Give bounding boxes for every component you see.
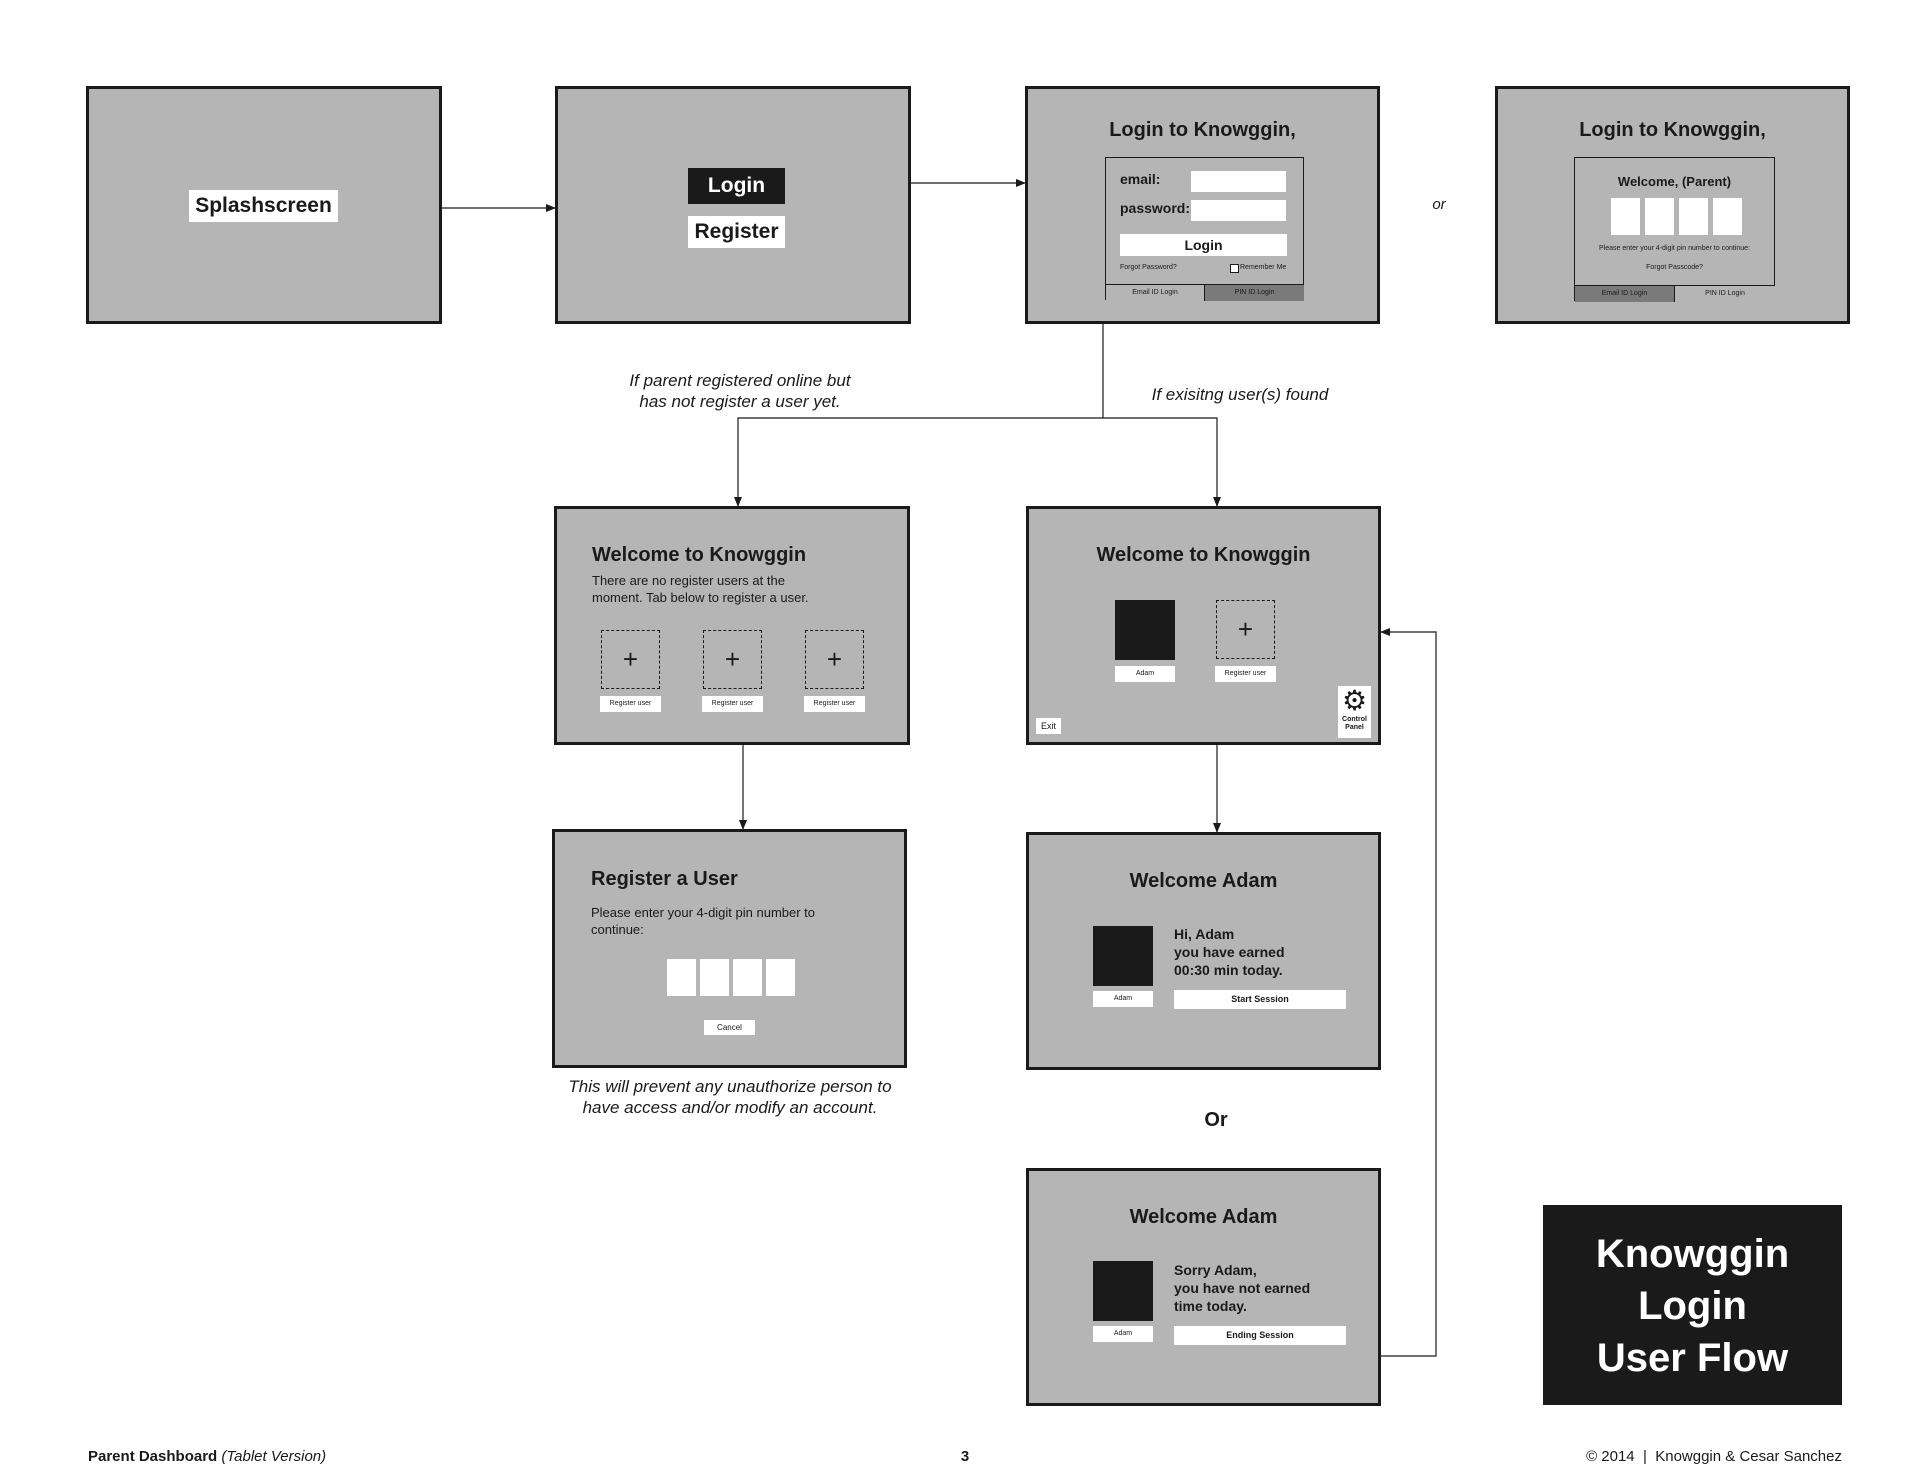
adam-none-line3: time today. xyxy=(1174,1298,1247,1314)
adam-none-line2: you have not earned xyxy=(1174,1280,1311,1296)
pin-login-screen xyxy=(1495,86,1850,324)
register-pin-digit-4[interactable] xyxy=(766,959,795,996)
adam-earned-line2: you have earned xyxy=(1174,944,1285,960)
arrow-ending-loop-back xyxy=(1378,632,1436,1356)
cancel-button[interactable]: Cancel xyxy=(704,1020,755,1035)
control-panel-label-2: Panel xyxy=(1345,724,1364,731)
note-prevent xyxy=(540,1076,920,1118)
flow-title-badge xyxy=(1543,1205,1842,1405)
footer-left xyxy=(88,1448,326,1465)
note-no-user xyxy=(580,370,900,412)
register-pin-digit-2[interactable] xyxy=(700,959,729,996)
welcome-adam-none-title: Welcome Adam xyxy=(1129,1206,1278,1228)
forgot-passcode-link[interactable]: Forgot Passcode? xyxy=(1646,264,1703,271)
adam-none-label: Adam xyxy=(1093,1326,1153,1342)
email-field[interactable] xyxy=(1191,171,1286,192)
pin-instruction: Please enter your 4-digit pin number to continue: xyxy=(1599,245,1750,252)
register-user-desc-line2: continue: xyxy=(591,922,644,937)
note-existing-user: If exisitng user(s) found xyxy=(1151,385,1329,404)
register-user-slot[interactable]: + xyxy=(1216,600,1275,659)
badge-line1: Knowggin xyxy=(1595,1232,1790,1276)
password-field[interactable] xyxy=(1191,200,1286,221)
register-slot-1[interactable]: + xyxy=(601,630,660,689)
user-adam-label[interactable]: Adam xyxy=(1115,666,1175,682)
register-slot-3[interactable]: + xyxy=(805,630,864,689)
adam-earned-line1: Hi, Adam xyxy=(1174,926,1235,942)
badge-line2: Login xyxy=(1638,1284,1747,1328)
welcome-empty-screen xyxy=(554,506,910,745)
footer-doc-title: Parent Dashboard xyxy=(88,1448,218,1465)
welcome-adam-none-screen xyxy=(1026,1168,1381,1406)
badge-line3: User Flow xyxy=(1596,1336,1789,1380)
welcome-empty-desc-line1: There are no register users at the xyxy=(592,573,785,588)
welcome-empty-title: Welcome to Knowggin xyxy=(592,544,807,566)
register-user-screen xyxy=(552,829,907,1068)
note-prevent-line2: have access and/or modify an account. xyxy=(582,1098,878,1117)
welcome-adam-earned-screen xyxy=(1026,832,1381,1070)
email-login-title: Login to Knowggin, xyxy=(1109,119,1296,141)
control-panel-button[interactable] xyxy=(1338,686,1371,738)
footer-copyright: © 2014 | Knowggin & Cesar Sanchez xyxy=(1586,1448,1842,1465)
splash-screen xyxy=(86,86,442,324)
footer-doc-variant: (Tablet Version) xyxy=(221,1448,327,1465)
start-screen xyxy=(555,86,911,324)
welcome-users-title: Welcome to Knowggin xyxy=(1096,544,1311,566)
gear-icon: ⚙ xyxy=(1341,685,1368,716)
adam-none-line1: Sorry Adam, xyxy=(1174,1262,1257,1278)
arrow-branch-existing xyxy=(1103,418,1217,506)
welcome-empty-desc-line2: moment. Tab below to register a user. xyxy=(592,590,809,605)
pin-login-title: Login to Knowggin, xyxy=(1579,119,1766,141)
forgot-password-link[interactable]: Forgot Password? xyxy=(1120,264,1177,271)
pin-digit-4[interactable] xyxy=(1713,198,1742,235)
welcome-adam-earned-title: Welcome Adam xyxy=(1129,870,1278,892)
register-pin-digit-1[interactable] xyxy=(667,959,696,996)
ending-session-button[interactable]: Ending Session xyxy=(1174,1326,1346,1345)
pin-tab-pin-login[interactable]: PIN ID Login xyxy=(1674,285,1775,302)
exit-button[interactable]: Exit xyxy=(1036,718,1061,734)
or-small-label: or xyxy=(1432,196,1446,213)
remember-me-checkbox[interactable] xyxy=(1230,264,1239,273)
note-prevent-line1: This will prevent any unauthorize person to xyxy=(568,1077,892,1096)
register-button[interactable]: Register xyxy=(688,216,785,248)
tab-pin-login[interactable]: PIN ID Login xyxy=(1204,284,1304,301)
control-panel-label-1: Control xyxy=(1342,716,1367,723)
register-slot-1-label[interactable]: Register user xyxy=(600,696,661,712)
adam-none-avatar xyxy=(1093,1261,1153,1321)
splash-label: Splashscreen xyxy=(189,190,338,222)
pin-login-form xyxy=(1574,157,1775,301)
user-adam-avatar[interactable] xyxy=(1115,600,1175,660)
welcome-users-screen xyxy=(1026,506,1381,745)
email-login-form xyxy=(1105,157,1304,300)
email-login-submit-button[interactable]: Login xyxy=(1120,234,1287,256)
remember-me-label: Remember Me xyxy=(1240,264,1287,271)
register-user-title: Register a User xyxy=(591,868,738,890)
register-user-desc-line1: Please enter your 4-digit pin number to xyxy=(591,905,816,920)
pin-digit-2[interactable] xyxy=(1645,198,1674,235)
register-slot-2-label[interactable]: Register user xyxy=(702,696,763,712)
register-user-label[interactable]: Register user xyxy=(1215,666,1276,682)
tab-email-login[interactable]: Email ID Login xyxy=(1106,284,1204,301)
pin-tab-email-login[interactable]: Email ID Login xyxy=(1575,285,1674,302)
pin-digit-3[interactable] xyxy=(1679,198,1708,235)
adam-earned-label: Adam xyxy=(1093,991,1153,1007)
footer-page-number: 3 xyxy=(960,1448,970,1465)
login-button[interactable]: Login xyxy=(688,168,785,204)
register-slot-3-label[interactable]: Register user xyxy=(804,696,865,712)
or-big-label: Or xyxy=(1204,1109,1228,1131)
pin-digit-1[interactable] xyxy=(1611,198,1640,235)
password-label: password: xyxy=(1120,200,1191,216)
pin-welcome-text: Welcome, (Parent) xyxy=(1617,174,1732,189)
adam-earned-line3: 00:30 min today. xyxy=(1174,962,1283,978)
note-no-user-line2: has not register a user yet. xyxy=(639,392,841,411)
email-label: email: xyxy=(1120,171,1161,187)
note-no-user-line1: If parent registered online but xyxy=(629,371,851,390)
arrow-branch-split xyxy=(738,324,1103,506)
register-pin-digit-3[interactable] xyxy=(733,959,762,996)
adam-earned-avatar xyxy=(1093,926,1153,986)
start-session-button[interactable]: Start Session xyxy=(1174,990,1346,1009)
register-slot-2[interactable]: + xyxy=(703,630,762,689)
email-login-screen xyxy=(1025,86,1380,324)
